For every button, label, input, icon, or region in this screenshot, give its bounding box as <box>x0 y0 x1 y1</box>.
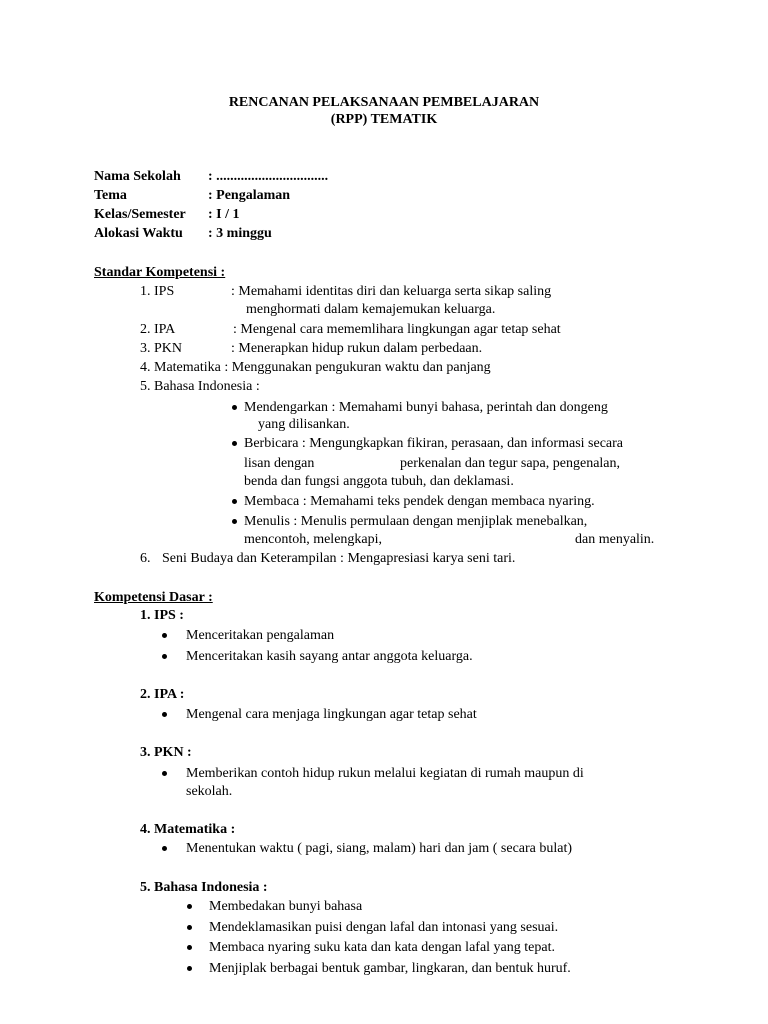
kd-ips-item: Menceritakan kasih sayang antar anggota keluarga. <box>186 649 473 664</box>
value-alokasi-waktu: : 3 minggu <box>208 226 272 241</box>
bullet-icon <box>187 925 192 930</box>
bullet-icon <box>232 405 237 410</box>
bullet-icon <box>162 633 167 638</box>
value-nama-sekolah: : ................................ <box>208 169 329 184</box>
bullet-icon <box>162 771 167 776</box>
label-nama-sekolah: Nama Sekolah <box>94 169 181 184</box>
sk-bi-membaca: Membaca : Memahami teks pendek dengan membaca nyaring. <box>244 494 595 509</box>
bullet-icon <box>187 945 192 950</box>
kd-matematika-title: 4. Matematika : <box>140 822 236 837</box>
sk-bi-berbicara: Berbicara : Mengungkapkan fikiran, perasaan, dan informasi secara <box>244 436 624 451</box>
sk-bi-mendengarkan-cont: yang dilisankan. <box>258 417 350 432</box>
sk-ips-label: 1. IPS <box>140 284 175 299</box>
value-kelas-semester: : I / 1 <box>208 207 240 222</box>
sk-bi-menulis-cont-a: mencontoh, melengkapi, <box>244 532 383 547</box>
sk-bahasa-indonesia-label: 5. Bahasa Indonesia : <box>140 379 260 394</box>
kd-bi-item: Menjiplak berbagai bentuk gambar, lingkaran, dan bentuk huruf. <box>209 961 571 976</box>
kd-ips-title: 1. IPS : <box>140 608 184 623</box>
sk-seni-number: 6. <box>140 551 151 566</box>
document-title-line1: RENCANAN PELAKSANAAN PEMBELAJARAN <box>228 95 540 110</box>
sk-matematika: 4. Matematika : Menggunakan pengukuran waktu dan panjang <box>140 360 491 375</box>
bullet-icon <box>187 966 192 971</box>
sk-bi-berbicara-cont-c: benda dan fungsi anggota tubuh, dan deklamasi. <box>244 474 514 489</box>
kd-ips-item: Menceritakan pengalaman <box>186 628 335 643</box>
sk-ips-text: : Memahami identitas diri dan keluarga serta sikap saling <box>231 284 552 299</box>
kd-ipa-title: 2. IPA : <box>140 687 185 702</box>
label-alokasi-waktu: Alokasi Waktu <box>94 226 183 241</box>
kd-pkn-title: 3. PKN : <box>140 745 192 760</box>
sk-bi-berbicara-cont-b: perkenalan dan tegur sapa, pengenalan, <box>400 456 621 471</box>
sk-ips-text-cont: menghormati dalam kemajemukan keluarga. <box>246 302 496 317</box>
value-tema: : Pengalaman <box>208 188 291 203</box>
kd-bi-item: Mendeklamasikan puisi dengan lafal dan intonasi yang sesuai. <box>209 920 559 935</box>
sk-bi-berbicara-cont-a: lisan dengan <box>244 456 315 471</box>
standar-kompetensi-heading: Standar Kompetensi : <box>94 265 226 280</box>
kd-bi-item: Membedakan bunyi bahasa <box>209 899 363 914</box>
bullet-icon <box>162 654 167 659</box>
sk-pkn-label: 3. PKN <box>140 341 183 356</box>
document-title-line2: (RPP) TEMATIK <box>330 112 438 127</box>
kd-matematika-item: Menentukan waktu ( pagi, siang, malam) hari dan jam ( secara bulat) <box>186 841 573 856</box>
kd-bi-item: Membaca nyaring suku kata dan kata dengan lafal yang tepat. <box>209 940 555 955</box>
kd-pkn-item-cont: sekolah. <box>186 784 233 799</box>
kompetensi-dasar-heading: Kompetensi Dasar : <box>94 590 213 605</box>
sk-pkn-text: : Menerapkan hidup rukun dalam perbedaan. <box>231 341 483 356</box>
sk-ipa-text: : Mengenal cara mememlihara lingkungan agar tetap sehat <box>233 322 561 337</box>
bullet-icon <box>187 904 192 909</box>
kd-pkn-item: Memberikan contoh hidup rukun melalui kegiatan di rumah maupun di <box>186 766 584 781</box>
kd-ipa-item: Mengenal cara menjaga lingkungan agar tetap sehat <box>186 707 477 722</box>
sk-ipa-label: 2. IPA <box>140 322 176 337</box>
sk-bi-mendengarkan: Mendengarkan : Memahami bunyi bahasa, perintah dan dongeng <box>244 400 608 415</box>
sk-bi-menulis-cont-b: dan menyalin. <box>575 532 655 547</box>
sk-bi-menulis: Menulis : Menulis permulaan dengan menjiplak menebalkan, <box>244 514 588 529</box>
bullet-icon <box>162 846 167 851</box>
kd-bahasa-indonesia-title: 5. Bahasa Indonesia : <box>140 880 268 895</box>
bullet-icon <box>232 441 237 446</box>
bullet-icon <box>232 519 237 524</box>
bullet-icon <box>232 499 237 504</box>
bullet-icon <box>162 712 167 717</box>
label-kelas-semester: Kelas/Semester <box>94 207 186 222</box>
sk-seni-text: Seni Budaya dan Keterampilan : Mengapresiasi karya seni tari. <box>162 551 516 566</box>
label-tema: Tema <box>94 188 127 203</box>
